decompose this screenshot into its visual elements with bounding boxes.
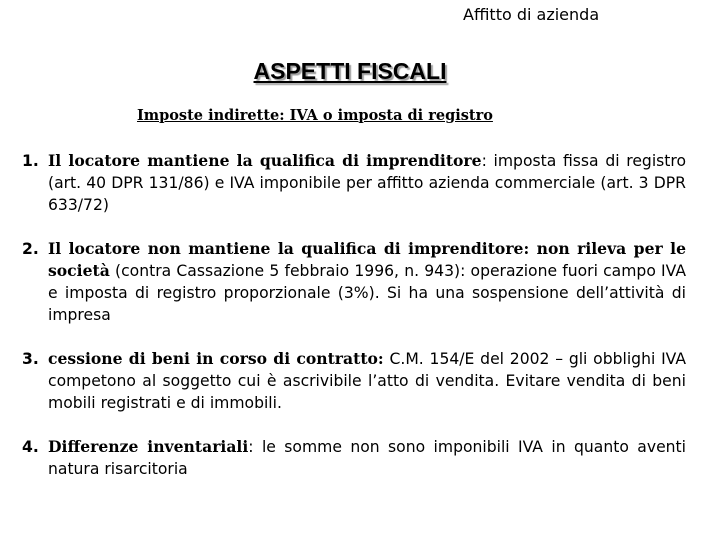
item-body <box>48 348 686 414</box>
list-item <box>22 348 686 414</box>
list-item <box>22 150 686 216</box>
item-lead: Il locatore non mantiene la qualifica di imprenditore: non rileva per le società <box>48 239 686 280</box>
item-number: 4. <box>22 438 39 456</box>
item-number: 2. <box>22 240 39 258</box>
item-text: C.M. 154/E del 2002 – gli obblighi IVA competono al soggetto cui è ascrivibile l’atto di vendita. Evitare vendita di beni mobili registrati e di immobili. <box>48 350 687 412</box>
section-subtitle: Imposte indirette: IVA o imposta di registro <box>137 107 493 124</box>
item-number: 3. <box>22 350 39 368</box>
item-number: 1. <box>22 152 39 170</box>
item-lead: cessione di beni in corso di contratto: <box>48 349 384 368</box>
list-item <box>22 238 686 326</box>
page-title: ASPETTI FISCALI <box>253 58 447 84</box>
header-label: Affitto di azienda <box>463 5 600 24</box>
points-list <box>22 150 686 480</box>
item-text: : le somme non sono imponibili IVA in quanto aventi natura risarcitoria <box>48 438 686 478</box>
item-body <box>48 150 686 216</box>
item-text: : imposta fissa di registro (art. 40 DPR 131/86) e IVA imponibile per affitto azienda commerciale (art. 3 DPR 633/72) <box>48 152 686 214</box>
item-lead: Il locatore mantiene la qualifica di imprenditore <box>48 151 482 170</box>
list-item <box>22 436 686 480</box>
item-body <box>48 436 686 480</box>
item-lead: Differenze inventariali <box>48 437 249 456</box>
item-text: (contra Cassazione 5 febbraio 1996, n. 943): operazione fuori campo IVA e imposta di registro proporzionale (3%). Si ha una sospensione dell’attività di impresa <box>48 262 686 324</box>
item-body <box>48 238 686 326</box>
